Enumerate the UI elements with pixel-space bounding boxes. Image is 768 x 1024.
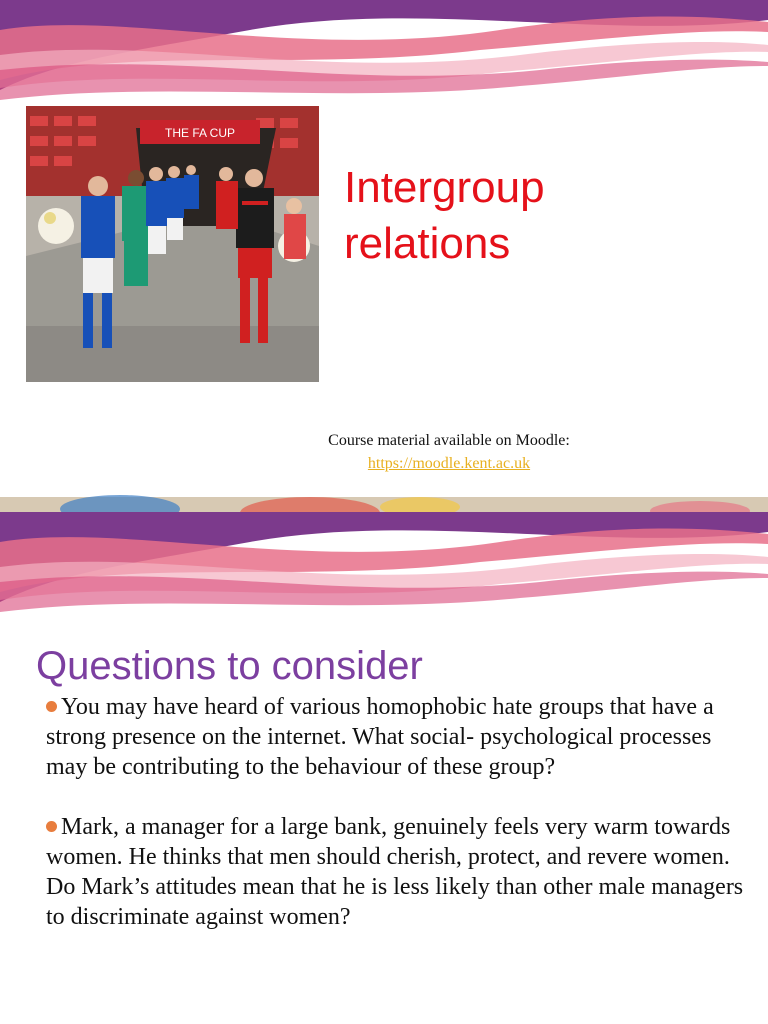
fa-cup-sign: THE FA CUP [164, 126, 236, 140]
question-text: You may have heard of various homophobic hate groups that have a strong presence on the internet. What social- psychological processes may be contributing to the behaviour of these group? [46, 694, 714, 780]
question-text: Mark, a manager for a large bank, genuinely feels very warm towards women. He thinks that men should cherish, protect, and revere women. Do Mark’s attitudes mean that he is less likely than other male managers to discriminate against women? [46, 814, 744, 930]
slide-questions [0, 512, 768, 1024]
header-swoosh [0, 0, 768, 110]
course-material-note: Course material available on Moodle: [328, 432, 570, 449]
list-item [46, 692, 746, 782]
list-item [46, 812, 746, 932]
slide-title: Intergroup relations [344, 163, 545, 268]
bullet-icon [46, 701, 57, 712]
slide-title: Questions to consider [36, 644, 423, 688]
header-swoosh [0, 512, 768, 622]
question-list [46, 692, 746, 962]
moodle-link[interactable]: https://moodle.kent.ac.uk [367, 455, 531, 472]
bullet-icon [46, 821, 57, 832]
fa-cup-photo [26, 106, 319, 382]
